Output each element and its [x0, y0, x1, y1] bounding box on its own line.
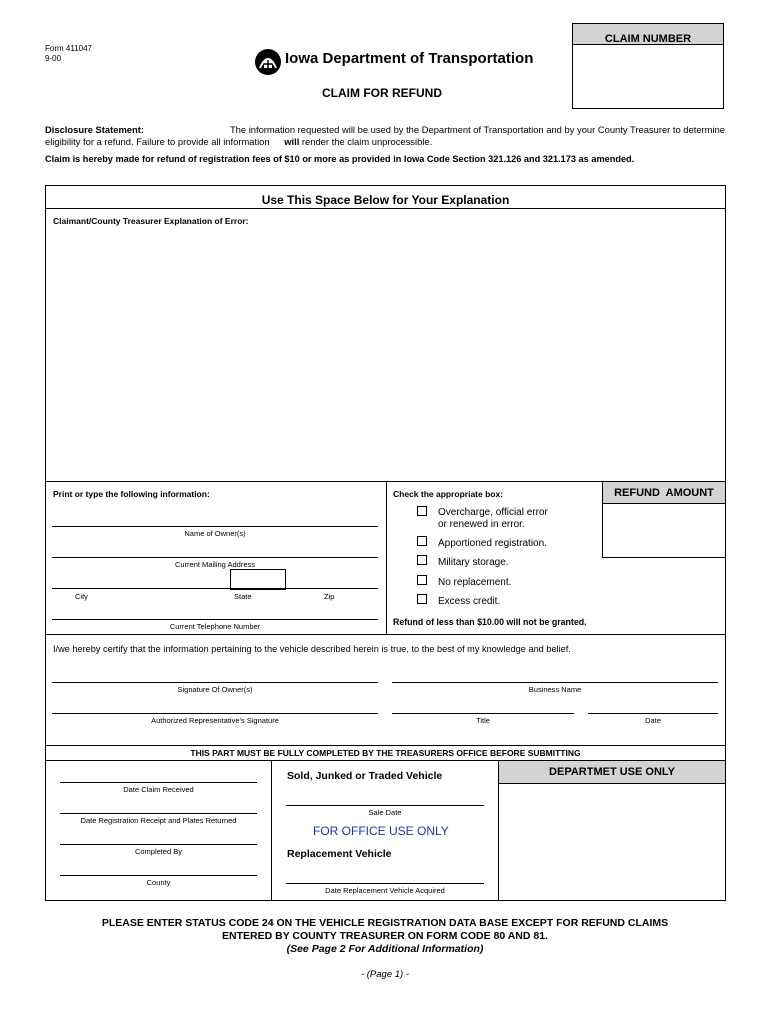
disclosure-line2: [45, 136, 432, 148]
replacement-date-line[interactable]: [286, 883, 484, 884]
date-received-line[interactable]: [60, 782, 257, 783]
refund-amount-label: REFUND AMOUNT: [603, 482, 725, 504]
treasurer-banner: THIS PART MUST BE FULLY COMPLETED BY THE TREASURERS OFFICE BEFORE SUBMITTING: [190, 748, 581, 758]
phone-line[interactable]: [52, 619, 378, 620]
owner-name-line[interactable]: [52, 526, 378, 527]
sale-date-label: Sale Date: [368, 808, 402, 817]
divider: [45, 208, 726, 209]
footer-line2: ENTERED BY COUNTY TREASURER ON FORM CODE 80 AND 81.: [222, 930, 548, 942]
dept-use-area[interactable]: [499, 784, 725, 900]
agency-logo: [254, 48, 282, 76]
divider: [271, 760, 272, 901]
rep-signature-label: Authorized Representative's Signature: [151, 716, 279, 725]
owner-name-label: Name of Owner(s): [184, 529, 246, 538]
overcharge-label: [438, 507, 548, 531]
county-label: County: [146, 878, 171, 887]
owner-signature-label: Signature Of Owner(s): [177, 685, 253, 694]
title-label: Title: [476, 716, 490, 725]
business-name-line[interactable]: [392, 682, 718, 683]
date-receipt-label: Date Registration Receipt and Plates Returned: [80, 816, 237, 825]
explanation-text-area[interactable]: [46, 230, 725, 480]
disclosure-text-2a: eligibility for a refund. Failure to provide all information: [45, 136, 270, 147]
certification-statement: I/we hereby certify that the information pertaining to the vehicle described herein is true, to the best of my knowledge and belief.: [53, 644, 571, 654]
no-replacement-checkbox[interactable]: [417, 575, 427, 585]
footer-line3: (See Page 2 For Additional Information): [286, 943, 484, 955]
divider: [45, 745, 726, 746]
apportioned-checkbox[interactable]: [417, 536, 427, 546]
sold-vehicle-heading: Sold, Junked or Traded Vehicle: [287, 770, 443, 782]
footer-line1: PLEASE ENTER STATUS CODE 24 ON THE VEHICLE REGISTRATION DATA BASE EXCEPT FOR REFUND CLAIMS: [101, 917, 669, 929]
overcharge-checkbox[interactable]: [417, 506, 427, 516]
owner-info-heading: Print or type the following information:: [53, 489, 210, 499]
form-title: CLAIM FOR REFUND: [322, 86, 442, 100]
refund-minimum-note: Refund of less than $10.00 will not be granted.: [393, 617, 587, 627]
claim-number-label: CLAIM NUMBER: [573, 24, 723, 45]
explanation-label: Claimant/County Treasurer Explanation of Error:: [53, 216, 249, 226]
form-revision: 9-00: [45, 54, 62, 63]
mailing-address-label: Current Mailing Address: [174, 560, 256, 569]
disclosure-text-1: The information requested will be used by the Department of Transportation and by your County Treasurer to determine: [229, 124, 725, 135]
state-box[interactable]: [230, 569, 286, 590]
office-use-stamp: FOR OFFICE USE ONLY: [313, 824, 449, 838]
dept-use-label: DEPARTMET USE ONLY: [499, 761, 725, 784]
replacement-date-label: Date Replacement Vehicle Acquired: [325, 886, 445, 895]
county-line[interactable]: [60, 875, 257, 876]
checkbox-heading: Check the appropriate box:: [393, 489, 504, 499]
rep-signature-line[interactable]: [52, 713, 378, 714]
no-replacement-label: No replacement.: [438, 577, 512, 588]
form-number: Form 411047: [45, 44, 92, 53]
zip-label: Zip: [324, 592, 335, 601]
completed-by-line[interactable]: [60, 844, 257, 845]
business-name-label: Business Name: [528, 685, 582, 694]
explanation-heading: Use This Space Below for Your Explanation: [261, 193, 510, 207]
completed-by-label: Completed By: [134, 847, 183, 856]
city-state-zip-line[interactable]: [52, 588, 378, 589]
claim-statement: Claim is hereby made for refund of registration fees of $10 or more as provided in Iowa Code Section 321.126 and 321.173 as amended.: [45, 154, 635, 164]
agency-name: Iowa Department of Transportation: [285, 50, 534, 67]
apportioned-label: Apportioned registration.: [438, 538, 547, 549]
replacement-vehicle-heading: Replacement Vehicle: [287, 848, 392, 860]
iowa-dot-logo-icon: [254, 48, 282, 76]
page-number: - (Page 1) -: [360, 969, 410, 980]
date-label: Date: [645, 716, 661, 725]
overcharge-label-2: or renewed in error.: [438, 519, 525, 530]
overcharge-label-1: Overcharge, official error: [438, 507, 548, 518]
state-label: State: [234, 592, 252, 601]
date-line[interactable]: [588, 713, 718, 714]
date-receipt-line[interactable]: [60, 813, 257, 814]
excess-credit-label: Excess credit.: [438, 596, 501, 607]
divider: [386, 481, 387, 634]
phone-label: Current Telephone Number: [169, 622, 261, 631]
military-storage-checkbox[interactable]: [417, 555, 427, 565]
title-line[interactable]: [392, 713, 574, 714]
owner-signature-line[interactable]: [52, 682, 378, 683]
disclosure-heading: Disclosure Statement:: [45, 124, 144, 135]
disclosure-text-2b: will: [284, 136, 300, 147]
military-storage-label: Military storage.: [438, 557, 509, 568]
excess-credit-checkbox[interactable]: [417, 594, 427, 604]
city-label: City: [75, 592, 88, 601]
mailing-address-line[interactable]: [52, 557, 378, 558]
disclosure-line1: [45, 124, 725, 136]
sale-date-line[interactable]: [286, 805, 484, 806]
divider: [45, 634, 726, 635]
disclosure-text-2c: render the claim unprocessible.: [301, 136, 433, 147]
date-received-label: Date Claim Received: [123, 785, 194, 794]
